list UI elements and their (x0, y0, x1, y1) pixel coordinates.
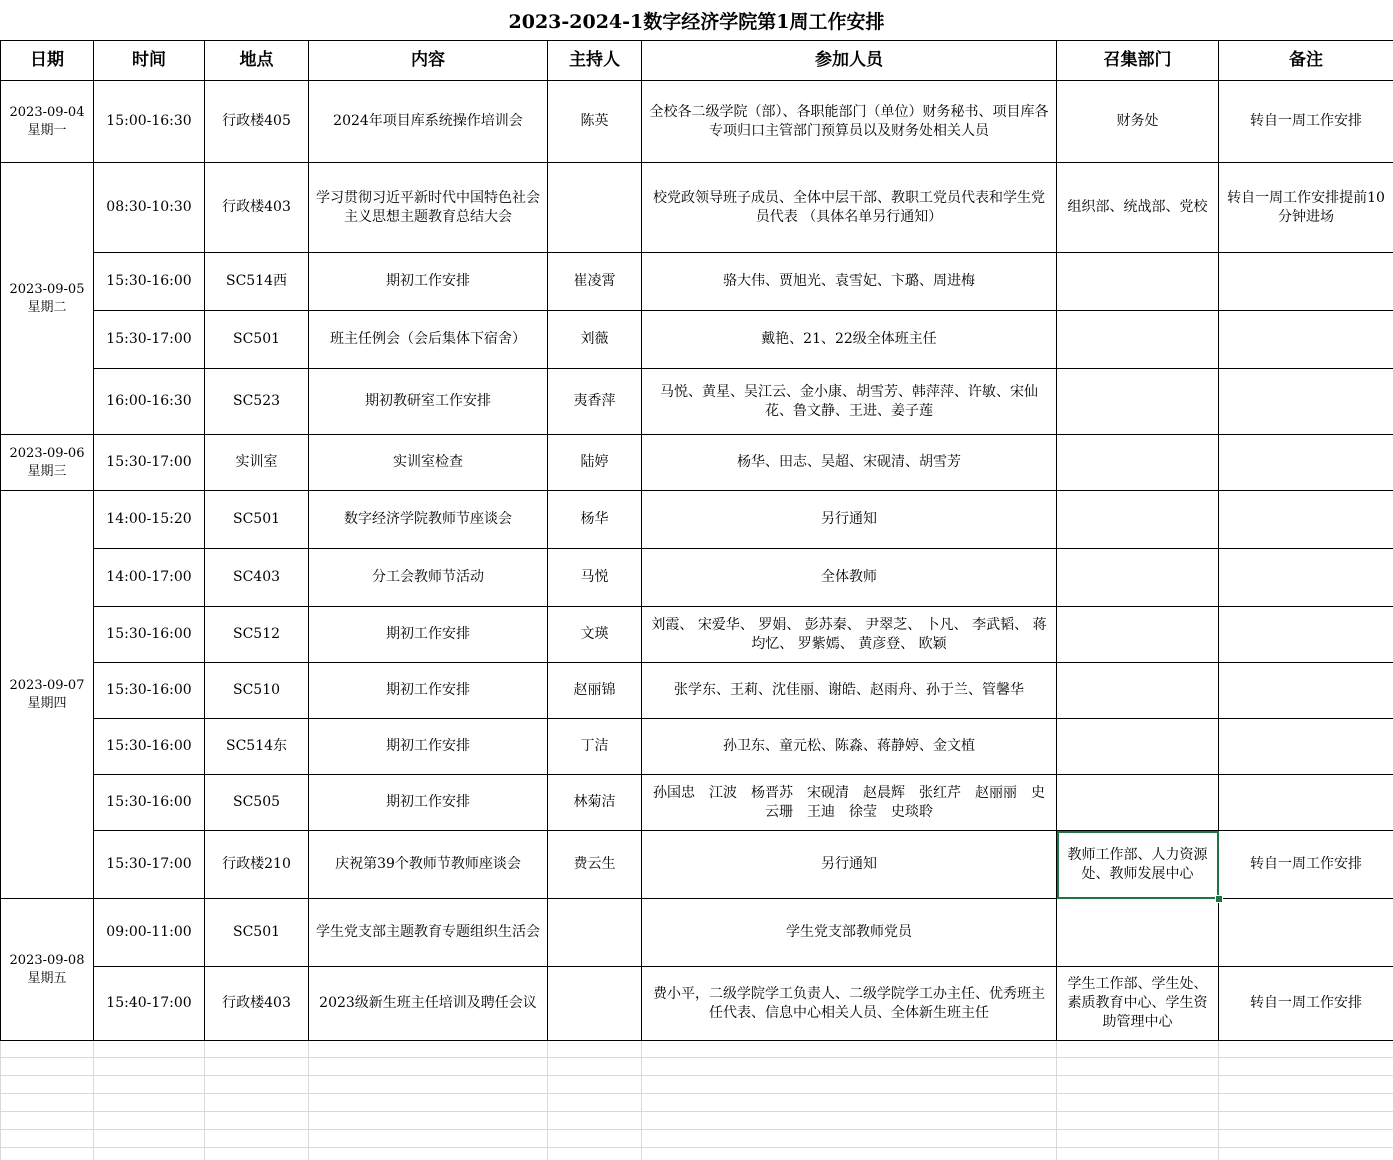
time-cell[interactable]: 14:00-15:20 (94, 491, 205, 549)
header-place[interactable]: 地点 (205, 41, 309, 81)
attendees-cell[interactable]: 费小平，二级学院学工负责人、二级学院学工办主任、优秀班主任代表、信息中心相关人员、全体新生班主任 (642, 967, 1057, 1041)
header-row (1, 41, 1393, 81)
content-cell[interactable]: 期初工作安排 (309, 253, 548, 311)
note-cell[interactable] (1219, 775, 1393, 831)
place-cell[interactable]: 实训室 (205, 435, 309, 491)
note-cell[interactable]: 转自一周工作安排 (1219, 81, 1393, 163)
attendees-cell[interactable]: 学生党支部教师党员 (642, 899, 1057, 967)
table-row (1, 967, 1393, 1041)
host-cell[interactable]: 夷香萍 (548, 369, 642, 435)
time-cell[interactable]: 15:30-16:00 (94, 719, 205, 775)
weekday-text: 星期五 (27, 970, 67, 986)
time-cell[interactable]: 15:40-17:00 (94, 967, 205, 1041)
note-cell[interactable] (1219, 719, 1393, 775)
date-text: 2023-09-08 (9, 952, 85, 968)
dept-cell[interactable] (1057, 719, 1219, 775)
date-text: 2023-09-04 (9, 104, 85, 120)
weekday-text: 星期二 (27, 299, 67, 315)
content-cell[interactable]: 班主任例会（会后集体下宿舍） (309, 311, 548, 369)
place-cell[interactable]: SC501 (205, 491, 309, 549)
table-row (1, 775, 1393, 831)
sheet-title: 2023-2024-1数字经济学院第1周工作安排 (0, 0, 1393, 41)
header-time[interactable]: 时间 (94, 41, 205, 81)
table-row (1, 435, 1393, 491)
time-cell[interactable]: 15:00-16:30 (94, 81, 205, 163)
table-row (1, 81, 1393, 163)
header-content[interactable]: 内容 (309, 41, 548, 81)
content-cell[interactable]: 2024年项目库系统操作培训会 (309, 81, 548, 163)
note-cell[interactable] (1219, 369, 1393, 435)
time-cell[interactable]: 15:30-17:00 (94, 435, 205, 491)
dept-cell[interactable] (1057, 775, 1219, 831)
table-row (1, 607, 1393, 663)
attendees-cell[interactable]: 校党政领导班子成员、全体中层干部、教职工党员代表和学生党员代表 （具体名单另行通知） (642, 163, 1057, 253)
attendees-cell[interactable]: 张学东、王莉、沈佳丽、谢皓、赵雨舟、孙于兰、管馨华 (642, 663, 1057, 719)
place-cell[interactable]: SC512 (205, 607, 309, 663)
place-cell[interactable]: SC501 (205, 899, 309, 967)
place-cell[interactable]: SC514西 (205, 253, 309, 311)
note-cell[interactable]: 转自一周工作安排 (1219, 831, 1393, 899)
host-cell[interactable]: 崔凌霄 (548, 253, 642, 311)
date-cell[interactable] (1, 491, 94, 899)
dept-cell[interactable]: 学生工作部、学生处、素质教育中心、学生资助管理中心 (1057, 967, 1219, 1041)
host-cell[interactable]: 赵丽锦 (548, 663, 642, 719)
note-cell[interactable]: 转自一周工作安排提前10分钟进场 (1219, 163, 1393, 253)
dept-cell[interactable] (1057, 899, 1219, 967)
place-cell[interactable]: 行政楼403 (205, 967, 309, 1041)
note-cell[interactable] (1219, 435, 1393, 491)
place-cell[interactable]: 行政楼405 (205, 81, 309, 163)
table-row (1, 831, 1393, 899)
dept-cell[interactable] (1057, 607, 1219, 663)
header-dept[interactable]: 召集部门 (1057, 41, 1219, 81)
table-row (1, 549, 1393, 607)
host-cell[interactable]: 文瑛 (548, 607, 642, 663)
dept-cell[interactable]: 组织部、统战部、党校 (1057, 163, 1219, 253)
note-cell[interactable] (1219, 253, 1393, 311)
place-cell[interactable]: SC510 (205, 663, 309, 719)
host-cell[interactable] (548, 163, 642, 253)
dept-cell[interactable]: 教师工作部、人力资源处、教师发展中心 (1057, 831, 1219, 899)
date-cell[interactable] (1, 899, 94, 1041)
time-cell[interactable]: 15:30-16:00 (94, 775, 205, 831)
content-cell[interactable]: 实训室检查 (309, 435, 548, 491)
content-cell[interactable]: 期初工作安排 (309, 607, 548, 663)
content-cell[interactable]: 期初工作安排 (309, 663, 548, 719)
place-cell[interactable]: SC514东 (205, 719, 309, 775)
place-cell[interactable]: 行政楼210 (205, 831, 309, 899)
host-cell[interactable]: 杨华 (548, 491, 642, 549)
content-cell[interactable]: 2023级新生班主任培训及聘任会议 (309, 967, 548, 1041)
table-row (1, 253, 1393, 311)
weekday-text: 星期一 (27, 122, 67, 138)
place-cell[interactable]: SC505 (205, 775, 309, 831)
attendees-cell[interactable]: 另行通知 (642, 491, 1057, 549)
host-cell[interactable]: 丁洁 (548, 719, 642, 775)
attendees-cell[interactable]: 骆大伟、贾旭光、袁雪妃、卞璐、周进梅 (642, 253, 1057, 311)
place-cell[interactable]: 行政楼403 (205, 163, 309, 253)
attendees-cell[interactable]: 刘霞、 宋爱华、 罗娟、 彭苏秦、 尹翠芝、 卜凡、 李武韬、 蒋均忆、 罗紫嫣、 黄彦登、 欧颖 (642, 607, 1057, 663)
time-cell[interactable]: 08:30-10:30 (94, 163, 205, 253)
dept-cell[interactable]: 财务处 (1057, 81, 1219, 163)
table-row (1, 899, 1393, 967)
place-cell[interactable]: SC501 (205, 311, 309, 369)
attendees-cell[interactable]: 全校各二级学院（部）、各职能部门（单位）财务秘书、项目库各专项归口主管部门预算员以及财务处相关人员 (642, 81, 1057, 163)
header-host[interactable]: 主持人 (548, 41, 642, 81)
time-cell[interactable]: 09:00-11:00 (94, 899, 205, 967)
header-note[interactable]: 备注 (1219, 41, 1393, 81)
selection-fill-handle[interactable] (1215, 895, 1223, 903)
place-cell[interactable]: SC403 (205, 549, 309, 607)
attendees-cell[interactable]: 另行通知 (642, 831, 1057, 899)
content-cell[interactable]: 期初工作安排 (309, 719, 548, 775)
attendees-cell[interactable]: 杨华、田志、吴超、宋砚清、胡雪芳 (642, 435, 1057, 491)
content-cell[interactable]: 庆祝第39个教师节教师座谈会 (309, 831, 548, 899)
time-cell[interactable]: 15:30-17:00 (94, 831, 205, 899)
host-cell[interactable]: 费云生 (548, 831, 642, 899)
table-row (1, 663, 1393, 719)
dept-cell[interactable] (1057, 549, 1219, 607)
time-cell[interactable]: 15:30-16:00 (94, 663, 205, 719)
content-cell[interactable]: 期初工作安排 (309, 775, 548, 831)
host-cell[interactable]: 马悦 (548, 549, 642, 607)
attendees-cell[interactable]: 戴艳、21、22级全体班主任 (642, 311, 1057, 369)
dept-cell[interactable] (1057, 663, 1219, 719)
time-cell[interactable]: 15:30-17:00 (94, 311, 205, 369)
note-cell[interactable] (1219, 311, 1393, 369)
dept-cell[interactable] (1057, 311, 1219, 369)
table-row (1, 369, 1393, 435)
host-cell[interactable]: 陈英 (548, 81, 642, 163)
note-cell[interactable] (1219, 607, 1393, 663)
content-cell[interactable]: 分工会教师节活动 (309, 549, 548, 607)
table-row (1, 491, 1393, 549)
table-row (1, 311, 1393, 369)
table-row (1, 719, 1393, 775)
date-cell[interactable] (1, 435, 94, 491)
content-cell[interactable]: 期初教研室工作安排 (309, 369, 548, 435)
place-cell[interactable]: SC523 (205, 369, 309, 435)
dept-cell[interactable] (1057, 491, 1219, 549)
weekday-text: 星期三 (27, 463, 67, 479)
attendees-cell[interactable]: 孙国忠 江波 杨晋苏 宋砚清 赵晨辉 张红芹 赵丽丽 史云珊 王迪 徐莹 史琰聆 (642, 775, 1057, 831)
time-cell[interactable]: 15:30-16:00 (94, 253, 205, 311)
note-cell[interactable]: 转自一周工作安排 (1219, 967, 1393, 1041)
attendees-cell[interactable]: 孙卫东、童元松、陈淼、蒋静婷、金文植 (642, 719, 1057, 775)
header-attendees[interactable]: 参加人员 (642, 41, 1057, 81)
header-date[interactable]: 日期 (1, 41, 94, 81)
host-cell[interactable]: 刘薇 (548, 311, 642, 369)
date-cell[interactable] (1, 163, 94, 435)
content-cell[interactable]: 数字经济学院教师节座谈会 (309, 491, 548, 549)
host-cell[interactable] (548, 967, 642, 1041)
date-cell[interactable] (1, 81, 94, 163)
dept-cell[interactable] (1057, 253, 1219, 311)
host-cell[interactable]: 林菊洁 (548, 775, 642, 831)
time-cell[interactable]: 15:30-16:00 (94, 607, 205, 663)
weekday-text: 星期四 (27, 695, 67, 711)
attendees-cell[interactable]: 马悦、黄星、吴江云、金小康、胡雪芳、韩萍萍、许敏、宋仙花、鲁文静、王进、姜子莲 (642, 369, 1057, 435)
note-cell[interactable] (1219, 491, 1393, 549)
dept-cell[interactable] (1057, 435, 1219, 491)
host-cell[interactable] (548, 899, 642, 967)
note-cell[interactable] (1219, 663, 1393, 719)
date-text: 2023-09-05 (9, 281, 85, 297)
schedule-table (0, 40, 1393, 1041)
content-cell[interactable]: 学生党支部主题教育专题组织生活会 (309, 899, 548, 967)
date-text: 2023-09-07 (9, 677, 85, 693)
host-cell[interactable]: 陆婷 (548, 435, 642, 491)
attendees-cell[interactable]: 全体教师 (642, 549, 1057, 607)
note-cell[interactable] (1219, 899, 1393, 967)
date-text: 2023-09-06 (9, 445, 85, 461)
dept-cell[interactable] (1057, 369, 1219, 435)
content-cell[interactable]: 学习贯彻习近平新时代中国特色社会主义思想主题教育总结大会 (309, 163, 548, 253)
time-cell[interactable]: 14:00-17:00 (94, 549, 205, 607)
table-row (1, 163, 1393, 253)
time-cell[interactable]: 16:00-16:30 (94, 369, 205, 435)
note-cell[interactable] (1219, 549, 1393, 607)
